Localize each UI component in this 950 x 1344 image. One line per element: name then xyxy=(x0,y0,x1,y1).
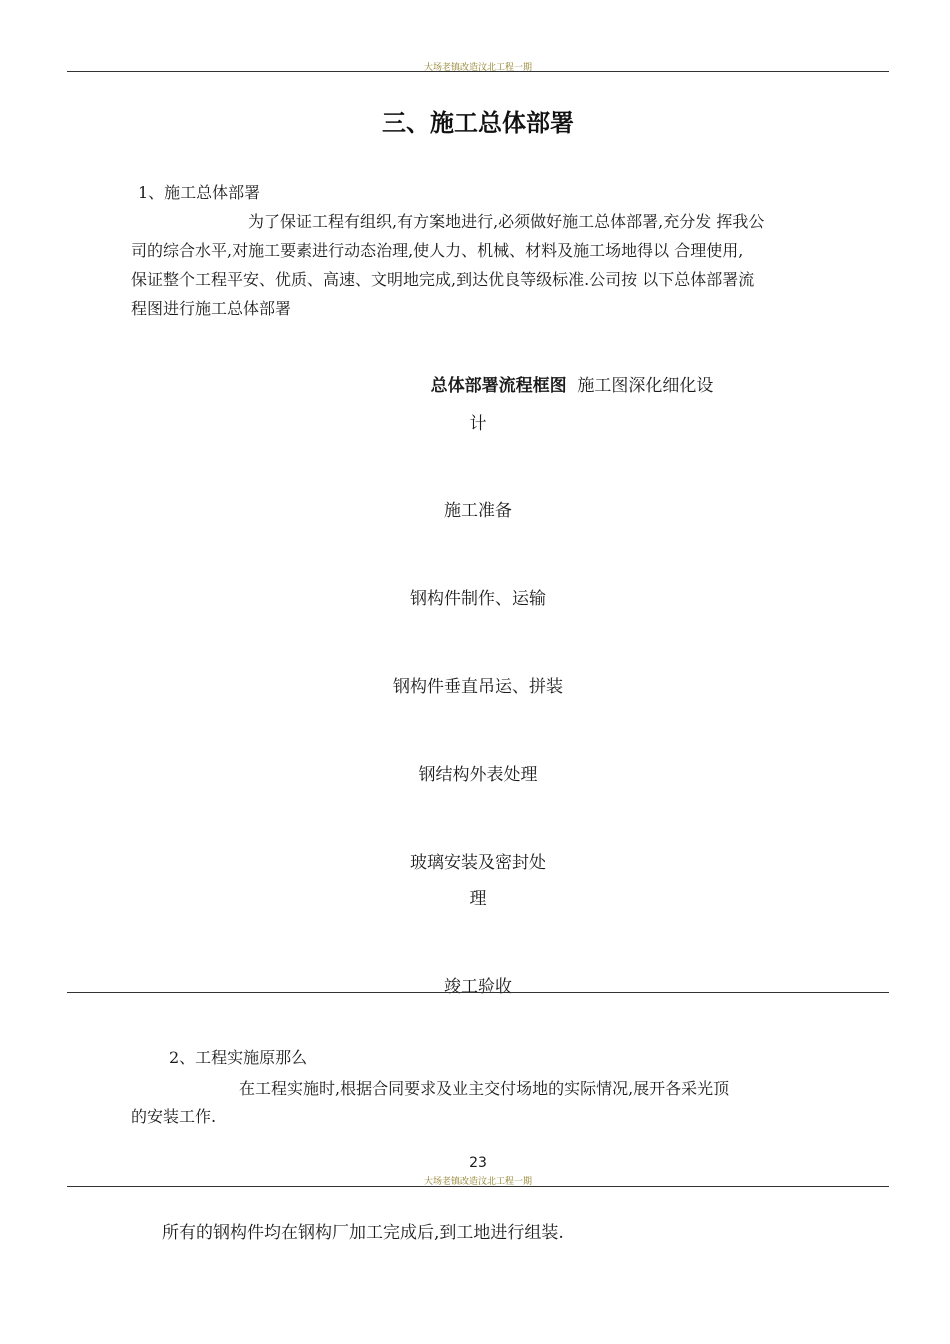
page-2-text: 所有的钢构件均在钢构厂加工完成后,到工地进行组装. xyxy=(162,1223,564,1243)
page-title: 三、施工总体部署 xyxy=(382,109,574,137)
flow-step-6: 玻璃安装及密封处 xyxy=(410,853,546,873)
section-2-line-1: 在工程实施时,根据合同要求及业主交付场地的实际情况,展开各采光顶 xyxy=(239,1079,730,1098)
section-1-heading: 1、施工总体部署 xyxy=(138,183,261,202)
flow-step-2: 施工准备 xyxy=(444,501,512,521)
flow-step-4: 钢构件垂直吊运、拼装 xyxy=(393,677,563,697)
header-rule xyxy=(67,71,889,72)
section-1-paragraph xyxy=(131,207,888,323)
section-2-line-2: 的安装工作. xyxy=(131,1107,217,1126)
paragraph-line: 为了保证工程有组织,有方案地进行,必须做好施工总体部署,充分发 挥我公 xyxy=(248,212,765,231)
paragraph-line: 程图进行施工总体部署 xyxy=(131,299,292,318)
flowchart-bottom-rule xyxy=(67,992,889,993)
flow-step-7: 竣工验收 xyxy=(444,977,512,997)
flow-step-1: 施工图深化细化设 xyxy=(577,376,714,396)
paragraph-line: 保证整个工程平安、优质、高速、文明地完成,到达优良等级标准.公司按 以下总体部署流 xyxy=(131,270,755,289)
paragraph-line: 司的综合水平,对施工要素进行动态治理,使人力、机械、材料及施工场地得以 合理使用, xyxy=(131,241,744,260)
flowchart-title-row xyxy=(94,371,950,396)
page-number: 23 xyxy=(469,1155,487,1171)
flow-step-3: 钢构件制作、运输 xyxy=(410,589,546,609)
page-2-header: 大场老镇改造汶北工程一期 xyxy=(423,1177,532,1187)
flow-step-1-cont: 计 xyxy=(469,414,487,434)
flow-step-5: 钢结构外表处理 xyxy=(418,765,538,785)
page-header: 大场老镇改造汶北工程一期 xyxy=(423,63,532,73)
section-2-heading: 2、工程实施原那么 xyxy=(169,1048,308,1067)
flowchart-title: 总体部署流程框图 xyxy=(430,376,567,396)
flow-step-6-cont: 理 xyxy=(469,889,487,909)
page-2-header-rule xyxy=(67,1186,889,1187)
